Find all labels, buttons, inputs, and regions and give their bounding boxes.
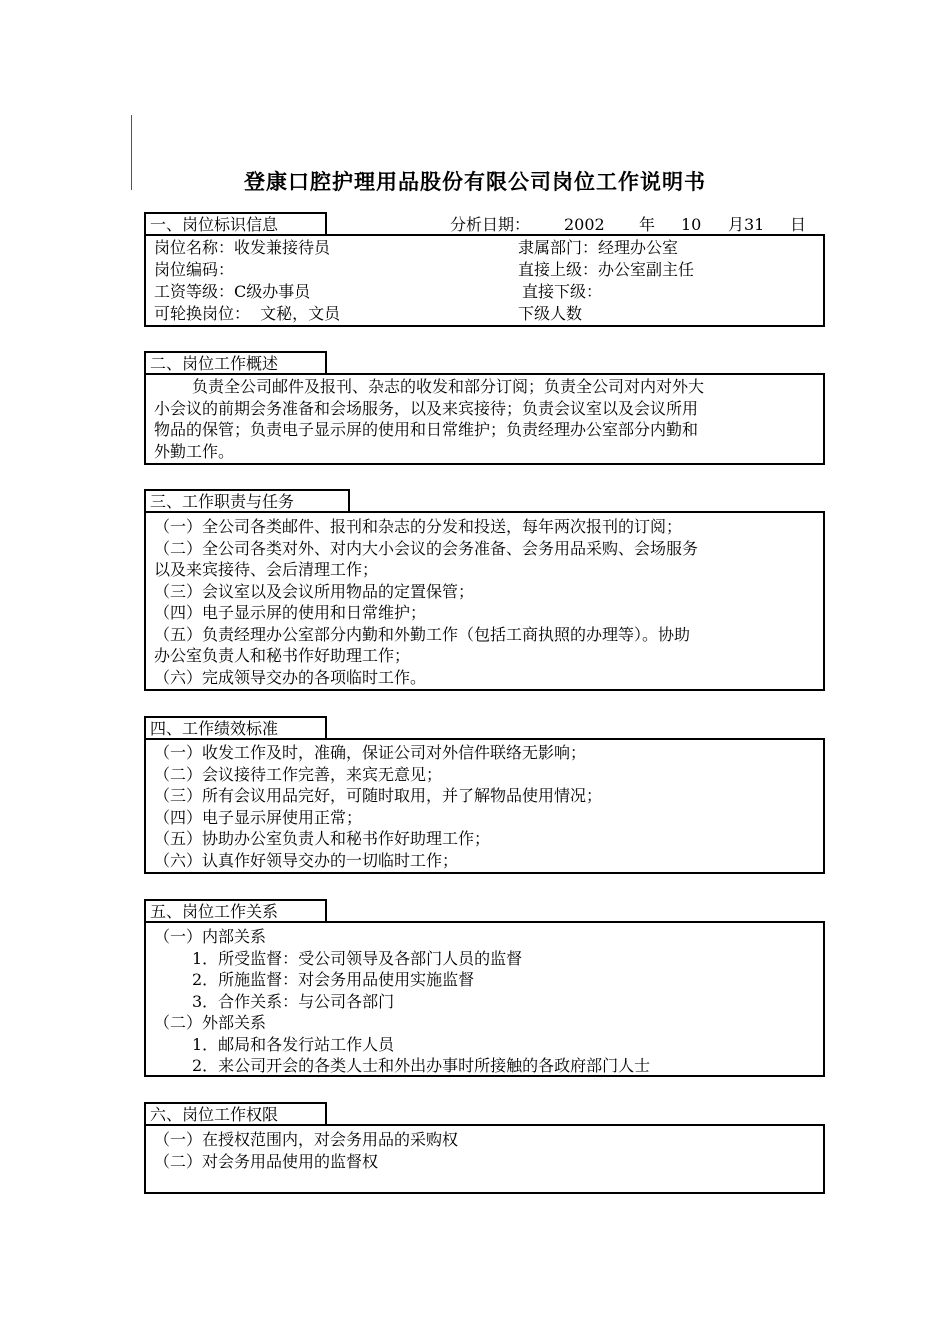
section-heading: 三、工作职责与任务 <box>144 489 350 511</box>
internal-relation-item: 2．所施监督：对会务用品使用实施监督 <box>192 970 475 989</box>
section-heading: 一、岗位标识信息 <box>144 212 327 234</box>
duty-line: （二）全公司各类对外、对内大小会议的会务准备、会务用品采购、会场服务 <box>154 538 699 558</box>
performance-line: （一）收发工作及时，准确，保证公司对外信件联络无影响； <box>154 743 587 762</box>
date-row <box>144 214 825 236</box>
section-performance <box>144 716 825 874</box>
position-name: 岗位名称：收发兼接待员 <box>154 238 331 257</box>
overview-box <box>144 373 825 465</box>
overview-line: 小会议的前期会务准备和会场服务，以及来宾接待；负责会议室以及会议所用 <box>154 398 699 418</box>
section-identification <box>144 212 825 327</box>
duty-line: （一）全公司各类邮件、报刊和杂志的分发和投送，每年两次报刊的订阅； <box>154 517 683 536</box>
section-heading: 四、工作绩效标准 <box>144 716 327 738</box>
internal-relation-item: 1．所受监督：受公司领导及各部门人员的监督 <box>192 948 523 968</box>
performance-line: （四）电子显示屏使用正常； <box>154 807 363 827</box>
document-title: 登康口腔护理用品股份有限公司岗位工作说明书 <box>244 170 706 194</box>
month-char: 月31 <box>728 215 765 234</box>
duty-line: 以及来宾接待、会后清理工作； <box>154 560 379 579</box>
direct-superior: 直接上级：办公室副主任 <box>518 260 695 279</box>
internal-relation-item: 3．合作关系：与公司各部门 <box>192 991 395 1011</box>
authority-box <box>144 1124 825 1194</box>
authority-line: （二）对会务用品使用的监督权 <box>154 1151 379 1171</box>
external-relation-item: 1．邮局和各发行站工作人员 <box>192 1034 395 1054</box>
authority-line: （一）在授权范围内，对会务用品的采购权 <box>154 1130 459 1149</box>
performance-line: （三）所有会议用品完好，可随时取用，并了解物品使用情况； <box>154 786 603 805</box>
duties-box <box>144 511 825 691</box>
section-authority <box>144 1102 825 1194</box>
date-month: 10 <box>681 215 702 234</box>
direct-subordinate: 直接下级： <box>522 282 603 301</box>
duty-line: 办公室负责人和秘书作好助理工作； <box>154 646 411 665</box>
section-heading: 六、岗位工作权限 <box>144 1102 327 1124</box>
performance-line: （五）协助办公室负责人和秘书作好助理工作； <box>154 829 491 848</box>
section-duties <box>144 489 825 691</box>
section-relations <box>144 899 825 1077</box>
department: 隶属部门：经理办公室 <box>518 238 679 257</box>
subordinate-count: 下级人数 <box>518 304 583 323</box>
performance-line: （六）认真作好领导交办的一切临时工作； <box>154 850 459 870</box>
duty-line: （五）负责经理办公室部分内勤和外勤工作（包括工商执照的办理等）。协助 <box>154 624 691 644</box>
date-year: 2002 <box>564 215 605 234</box>
section-heading: 二、岗位工作概述 <box>144 351 327 373</box>
duty-line: （四）电子显示屏的使用和日常维护； <box>154 603 427 622</box>
duty-line: （六）完成领导交办的各项临时工作。 <box>154 667 427 687</box>
external-relation-item: 2．来公司开会的各类人士和外出办事时所接触的各政府部门人士 <box>192 1056 651 1075</box>
position-code: 岗位编码： <box>154 260 235 279</box>
performance-line: （二）会议接待工作完善，来宾无意见； <box>154 764 443 784</box>
rotation-positions: 可轮换岗位： 文秘，文员 <box>154 304 341 323</box>
date-label: 分析日期： <box>450 215 531 234</box>
relations-box <box>144 921 825 1077</box>
day-char: 日 <box>790 215 807 234</box>
year-char: 年 <box>639 215 656 234</box>
performance-box <box>144 738 825 874</box>
overview-line: 负责全公司邮件及报刊、杂志的收发和部分订阅；负责全公司对内对外大 <box>192 377 705 396</box>
section-overview <box>144 351 825 465</box>
identification-box <box>144 234 825 327</box>
overview-line: 外勤工作。 <box>154 441 235 461</box>
duty-line: （三）会议室以及会议所用物品的定置保管； <box>154 581 475 601</box>
external-relations-title: （二）外部关系 <box>154 1013 267 1032</box>
internal-relations-title: （一）内部关系 <box>154 927 267 946</box>
section-heading: 五、岗位工作关系 <box>144 899 327 921</box>
salary-grade: 工资等级：C级办事员 <box>154 282 311 301</box>
overview-line: 物品的保管；负责电子显示屏的使用和日常维护；负责经理办公室部分内勤和 <box>154 420 699 439</box>
